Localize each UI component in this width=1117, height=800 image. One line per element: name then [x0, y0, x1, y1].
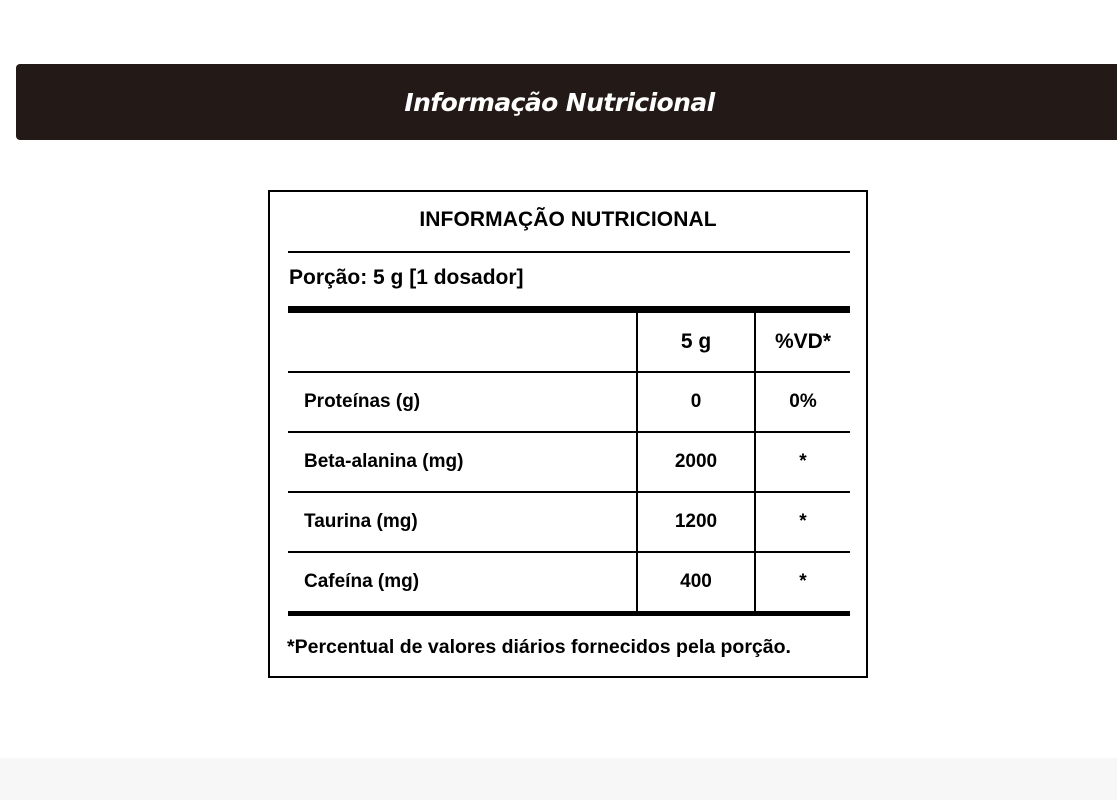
nutrient-quantity: 1200 [637, 492, 755, 552]
divider-line [288, 251, 850, 253]
table-row [288, 432, 850, 492]
table-row [288, 552, 850, 611]
table-header-row [288, 313, 850, 372]
section-title: Informação Nutricional [404, 87, 715, 117]
column-header-nutrient [288, 313, 637, 372]
nutrient-name: Taurina (mg) [288, 492, 637, 552]
nutrient-daily-value: * [755, 432, 850, 492]
nutrient-name: Proteínas (g) [288, 372, 637, 432]
thick-divider-line [288, 611, 850, 616]
table-row [288, 492, 850, 552]
label-title: INFORMAÇÃO NUTRICIONAL [419, 208, 717, 231]
nutrient-name: Beta-alanina (mg) [288, 432, 637, 492]
thick-divider-line [288, 306, 850, 313]
footnote: *Percentual de valores diários fornecidos pela porção. [287, 636, 791, 658]
nutrition-facts-label [268, 190, 868, 678]
nutrient-daily-value: * [799, 571, 807, 592]
page-footer-band [0, 758, 1117, 800]
nutrient-daily-value: 0% [755, 372, 850, 432]
nutrient-quantity: 0 [637, 372, 755, 432]
nutrition-table [288, 313, 850, 611]
nutrient-daily-value: * [755, 492, 850, 552]
section-header-bar [16, 64, 1117, 140]
column-header-quantity: 5 g [637, 313, 755, 372]
column-header-daily-value: %VD* [755, 313, 850, 372]
portion-size: Porção: 5 g [1 dosador] [289, 266, 524, 289]
table-row [288, 372, 850, 432]
nutrient-name: Cafeína (mg) [288, 552, 637, 611]
nutrient-quantity: 2000 [637, 432, 755, 492]
nutrient-quantity: 400 [637, 552, 755, 611]
